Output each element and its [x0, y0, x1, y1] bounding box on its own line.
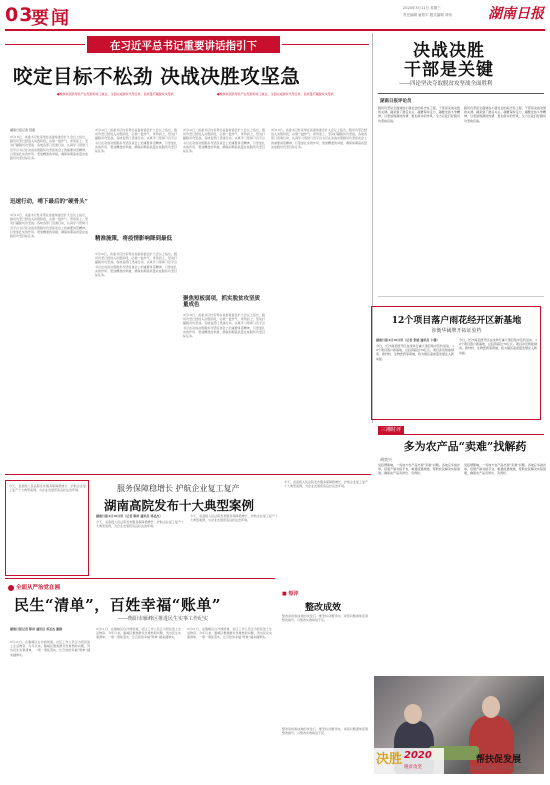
- column-tag-rule: [378, 434, 544, 435]
- lead-body-col1b: 3月10日，省委书记杜家毫在省委常委会扩大会议上指出，脱贫攻坚已经进入决胜阶段，必须一鼓作气、乘势而上，坚决打赢脱贫攻坚战。各地各部门迅速行动，认真学习贯彻习近平总书记在决战决胜脱贫攻坚座谈会上的重要讲话精神，以更加扎实的作风、更加精准的举措，确保如期高质量完成脱贫攻坚目标任务。: [10, 213, 88, 239]
- theme-banner: [87, 36, 280, 53]
- middle-kicker: 服务保障稳增长 护航企业复工复产: [117, 484, 240, 493]
- middle-body-col2: 今天，省高级人民法院发布服务保障稳增长、护航企业复工复产十大典型案例，为企业发展营造良好法治环境。: [190, 514, 278, 523]
- commentary-subtitle: ——四论坚决夺取脱贫攻坚战全面胜利: [399, 81, 493, 87]
- lead-headline: 咬定目标不松劲 决战决胜攻坚急: [13, 65, 301, 88]
- middle-bottom-rule: [5, 578, 275, 579]
- aid-body: 今年以来，永顺县持续推进产业扶贫，帮助贫困群众增收致富。: [448, 766, 533, 770]
- boxed-story-body-col1: 今日，长沙雨花经开区在线举行重大项目集中签约活动，12个项目落户新基地，总投资超过70亿元。项目涉及智能制造、新材料、生物医药等领域，将为园区高质量发展注入新动能。: [376, 344, 454, 361]
- section-name: 要闻: [31, 8, 71, 29]
- campaign-badge-year: 2020: [404, 750, 432, 761]
- lead-summary-2: ●聚焦贫困县特色产业发展和务工就业，全面完成脱贫攻坚任务，高质量打赢脱贫攻坚战: [217, 92, 334, 96]
- lead-body-col3a: 3月10日，省委书记杜家毫在省委常委会扩大会议上指出，脱贫攻坚已经进入决胜阶段，必须一鼓作气、乘势而上，坚决打赢脱贫攻坚战。各地各部门迅速行动，认真学习贯彻习近平总书记在决战决胜脱贫攻坚座谈会上的重要讲话精神，以更加扎实的作风、更加精准的举措，确保如期高质量完成脱贫攻坚目标任务。: [183, 128, 265, 154]
- lead-summary-box: [57, 92, 369, 125]
- lead-body-col2b: 3月10日，省委书记杜家毫在省委常委会扩大会议上指出，脱贫攻坚已经进入决胜阶段，必须一鼓作气、乘势而上，坚决打赢脱贫攻坚战。各地各部门迅速行动，认真学习贯彻习近平总书记在决战决胜脱贫攻坚座谈会上的重要讲话精神，以更加扎实的作风、更加精准的举措，确保如期高质量完成脱贫攻坚目标任务。: [95, 252, 177, 278]
- lead-summary: ●聚焦贫困县特色产业发展和务工就业，全面完成脱贫攻坚任务，高质量打赢脱贫攻坚战: [57, 92, 174, 96]
- campaign-badge: [374, 748, 444, 778]
- page-header: [0, 0, 550, 30]
- short-review-body-2: 整改是检验成效的试金石。要坚持问题导向，对照问题清单逐项整改销号，以整改实效取信于民。: [282, 727, 368, 736]
- aid-headline: 帮扶促发展: [476, 755, 522, 765]
- boxed-story-headline: 12个项目落户雨花经开区新基地: [391, 316, 522, 326]
- theme-banner-text: 在习近平总书记重要讲话指引下: [110, 40, 257, 52]
- commentary-body-col2: 脱贫攻坚是全面建成小康社会的标志性工程，干部是决战决胜的关键。越是到了最后关头，越要保持定力，越要发扬斗争精神，以更加饱满的热情、更加务实的作风，全力以赴打好脱贫攻坚收官战。: [464, 106, 546, 123]
- commentary-byline: 湖南日报评论员: [380, 99, 412, 104]
- banner-rule: [5, 44, 85, 45]
- masthead-logo: 湖南日报: [488, 6, 544, 22]
- column-body-col2: 受疫情影响，一些地方农产品出现“卖难”问题。各地应多措并举，搭建产销对接平台，畅通流通渠道，帮助农民解决实际困难，确保农产品卖得出、卖得好。: [464, 463, 546, 476]
- bottom-left-body-col1: 3月11日，在雁峰区白沙洲街道，社区工作人员正为居民送上生活物资。今年以来，雁峰区聚焦群众急难愁盼问题，列出民生实事清单，一项一项抓落实，让百姓的幸福“账单”越来越厚实。: [10, 640, 90, 657]
- boxed-story-body-col2: 今日，长沙雨花经开区在线举行重大项目集中签约活动，12个项目落户新基地，总投资超过70亿元。项目涉及智能制造、新材料、生物医药等领域，将为园区高质量发展注入新动能。: [459, 338, 537, 355]
- bottom-left-headline: 民生“清单”，百姓幸福“账单”: [14, 596, 222, 614]
- column-byline: 胡奕兴: [380, 457, 392, 462]
- column-body-col1: 受疫情影响，一些地方农产品出现“卖难”问题。各地应多措并举，搭建产销对接平台，畅通流通渠道，帮助农民解决实际困难，确保农产品卖得出、卖得好。: [378, 463, 460, 476]
- middle-headline: 湖南高院发布十大典型案例: [104, 498, 255, 513]
- lead-subhead-1: 迅速行动，啃下最后的“硬骨头”: [10, 199, 88, 205]
- commentary-body-col1: 脱贫攻坚是全面建成小康社会的标志性工程，干部是决战决胜的关键。越是到了最后关头，越要保持定力，越要发扬斗争精神，以更加饱满的热情、更加务实的作风，全力以赴打好脱贫攻坚收官战。: [378, 106, 460, 123]
- commentary-headline-1: 决战决胜: [413, 41, 485, 61]
- page-number: 03: [5, 4, 34, 26]
- bottom-left-tag: 全面从严治党在湘: [16, 585, 61, 591]
- short-review-headline: 整改成效: [305, 603, 342, 613]
- column-headline: 多为农产品“卖难”找解药: [403, 440, 527, 453]
- lead-body-col4: 3月10日，省委书记杜家毫在省委常委会扩大会议上指出，脱贫攻坚已经进入决胜阶段，必须一鼓作气、乘势而上，坚决打赢脱贫攻坚战。各地各部门迅速行动，认真学习贯彻习近平总书记在决战决胜脱贫攻坚座谈会上的重要讲话精神，以更加扎实的作风、更加精准的举措，确保如期高质量完成脱贫攻坚目标任务。: [271, 128, 367, 149]
- lead-subhead-3: 聚焦短板弱项，抓实脱贫攻坚质量成色: [183, 296, 261, 308]
- header-rule: [5, 29, 545, 31]
- middle-byline: 湖南日报3月10日讯（记者 陈昂 通讯员 邓圣杰）: [96, 514, 163, 518]
- lead-body-col2a: 3月10日，省委书记杜家毫在省委常委会扩大会议上指出，脱贫攻坚已经进入决胜阶段，必须一鼓作气、乘势而上，坚决打赢脱贫攻坚战。各地各部门迅速行动，认真学习贯彻习近平总书记在决战决胜脱贫攻坚座谈会上的重要讲话精神，以更加扎实的作风、更加精准的举措，确保如期高质量完成脱贫攻坚目标任务。: [95, 128, 177, 154]
- middle-body-col3: 今天，省高级人民法院发布服务保障稳增长、护航企业复工复产十大典型案例，为企业发展营造良好法治环境。: [284, 480, 368, 489]
- left-story-body: 今天，省高级人民法院发布服务保障稳增长、护航企业复工复产十大典型案例，为企业发展营造良好法治环境。: [9, 484, 86, 493]
- bottom-left-byline: 湖南日报记者 陈昂 通讯员 邓圣杰 谢静: [10, 627, 63, 631]
- middle-top-rule: [5, 474, 371, 475]
- editors-line: 责任编辑 唐曾平 版式编辑 刘伟: [403, 13, 452, 17]
- short-review-tag: ■ 短评: [282, 591, 299, 597]
- lead-body-col1a: 3月10日，省委书记杜家毫在省委常委会扩大会议上指出，脱贫攻坚已经进入决胜阶段，必须一鼓作气、乘势而上，坚决打赢脱贫攻坚战。各地各部门迅速行动，认真学习贯彻习近平总书记在决战决胜脱贫攻坚座谈会上的重要讲话精神，以更加扎实的作风、更加精准的举措，确保如期高质量完成脱贫攻坚目标任务。: [10, 135, 88, 161]
- campaign-badge-main: 决胜: [376, 752, 403, 767]
- commentary-headline-2: 干部是关键: [404, 60, 494, 80]
- boxed-story-byline: 湖南日报3月10日讯（记者 张斌 通讯员 卞德）: [376, 338, 440, 342]
- lead-body-col3b: 3月10日，省委书记杜家毫在省委常委会扩大会议上指出，脱贫攻坚已经进入决胜阶段，必须一鼓作气、乘势而上，坚决打赢脱贫攻坚战。各地各部门迅速行动，认真学习贯彻习近平总书记在决战决胜脱贫攻坚座谈会上的重要讲话精神，以更加扎实的作风、更加精准的举措，确保如期高质量完成脱贫攻坚目标任务。: [183, 313, 265, 339]
- commentary-rule: [378, 93, 544, 94]
- banner-rule-right: [282, 44, 369, 45]
- lead-subhead-2: 精准施策，将疫情影响降到最低: [95, 236, 173, 242]
- bottom-left-subtitle: ——衡阳市雁峰区推进民生实事工作纪实: [118, 616, 209, 622]
- bottom-left-tag-marker: [8, 585, 14, 591]
- campaign-badge-sub: 脱贫攻坚: [404, 765, 422, 770]
- date-line: 2020年3月11日 星期三: [403, 6, 441, 10]
- short-review-body: 整改是检验成效的试金石。要坚持问题导向，对照问题清单逐项整改销号，以整改实效取信于民。: [282, 614, 368, 623]
- lead-byline: 湖南日报记者 贺嘉: [10, 128, 35, 132]
- column-tag: 三湘时评: [378, 426, 404, 434]
- commentary-bottom-rule: [378, 296, 544, 297]
- bottom-left-body-col2: 3月11日，在雁峰区白沙洲街道，社区工作人员正为居民送上生活物资。今年以来，雁峰区聚焦群众急难愁盼问题，列出民生实事清单，一项一项抓落实，让百姓的幸福“账单”越来越厚实。: [96, 627, 181, 640]
- middle-body-col1: 今天，省高级人民法院发布服务保障稳增长、护航企业复工复产十大典型案例，为企业发展营造良好法治环境。: [96, 520, 184, 529]
- boxed-story-subhead: 涉衡华阈牌开拓证验档: [431, 328, 482, 334]
- bottom-left-body-col3: 3月11日，在雁峰区白沙洲街道，社区工作人员正为居民送上生活物资。今年以来，雁峰区聚焦群众急难愁盼问题，列出民生实事清单，一项一项抓落实，让百姓的幸福“账单”越来越厚实。: [187, 627, 272, 640]
